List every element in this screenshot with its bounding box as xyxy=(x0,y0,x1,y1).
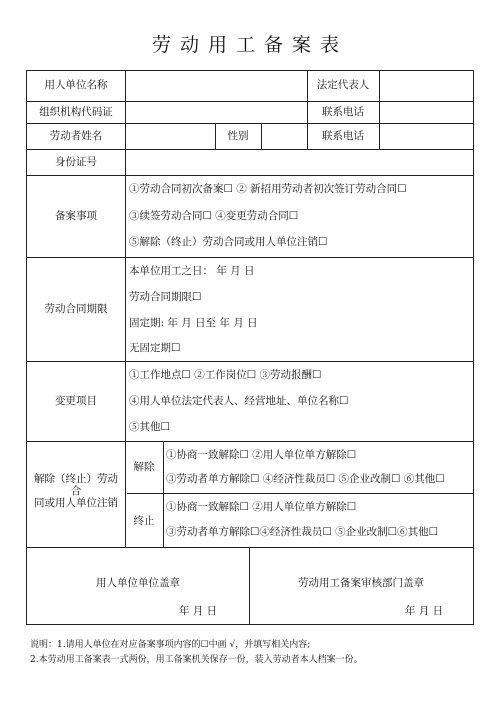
start-date-line[interactable]: 本单位用工之日： 年 月 日 xyxy=(129,265,255,277)
row-divider xyxy=(27,257,473,258)
legal-rep-field[interactable] xyxy=(381,75,471,97)
id-number-field[interactable] xyxy=(127,152,471,172)
dept-seal-date[interactable]: 年 月 日 xyxy=(405,605,444,617)
note-line: 2.本劳动用工备案表一式两份，用工备案机关保存一份，装入劳动者本人档案一份。 xyxy=(30,655,363,665)
column-divider xyxy=(163,441,164,547)
rescind-option-line[interactable]: ①协商一致解除☐ ②用人单位单方解除☐ xyxy=(166,449,357,461)
open-term-line[interactable]: 无固定期☐ xyxy=(129,342,181,354)
filing-option-line[interactable]: ③续签劳动合同☐ ④变更劳动合同☐ xyxy=(129,210,299,222)
row-divider xyxy=(27,175,473,176)
form-title: 劳动用工备案表 xyxy=(151,34,348,56)
rescind-option-line[interactable]: ③劳动者单方解除☐ ④经济性裁员☐ ⑤企业改制☐ ⑥其他☐ xyxy=(166,473,445,485)
phone-label: 联系电话 xyxy=(322,106,364,118)
gender-field[interactable] xyxy=(263,126,305,146)
fixed-term-line[interactable]: 固定期: 年 月 日至 年 月 日 xyxy=(129,317,258,329)
employer-name-field[interactable] xyxy=(127,75,305,97)
filing-option-line[interactable]: ①劳动合同初次备案☐ ② 新招用劳动者初次签订劳动合同☐ xyxy=(129,183,407,195)
column-divider xyxy=(125,71,126,547)
employer-name-label: 用人单位名称 xyxy=(44,79,108,91)
change-option-line[interactable]: ①工作地点☐ ②工作岗位☐ ③劳动报酬☐ xyxy=(129,369,322,381)
change-option-line[interactable]: ④用人单位法定代表人、经营地址、单位名称☐ xyxy=(129,395,349,407)
org-code-label: 组织机构代码证 xyxy=(39,106,113,118)
filing-form-table xyxy=(26,70,474,625)
employer-seal-date[interactable]: 年 月 日 xyxy=(179,605,218,617)
row-divider xyxy=(27,547,473,548)
phone-field[interactable] xyxy=(381,126,471,146)
termination-label: 解除（终止）劳动 xyxy=(34,473,118,485)
change-option-line[interactable]: ⑤其他☐ xyxy=(129,421,170,433)
phone-field[interactable] xyxy=(381,103,471,121)
org-code-field[interactable] xyxy=(127,103,305,121)
column-divider xyxy=(379,71,380,149)
id-number-label: 身份证号 xyxy=(55,156,97,168)
column-divider xyxy=(261,123,262,149)
termination-label: 同或用人单位注销 xyxy=(34,497,118,509)
filing-items-label: 备案事项 xyxy=(55,210,97,222)
termination-label: 合 xyxy=(70,485,82,497)
term-option-line[interactable]: 劳动合同期限☐ xyxy=(129,291,202,303)
gender-label: 性别 xyxy=(227,130,249,142)
employer-seal-label: 用人单位单位盖章 xyxy=(96,577,180,589)
row-divider xyxy=(27,441,473,442)
terminate-label: 终止 xyxy=(133,515,155,527)
row-divider xyxy=(127,493,473,494)
row-divider xyxy=(27,123,473,124)
rescind-label: 解除 xyxy=(133,461,155,473)
row-divider xyxy=(27,149,473,150)
legal-rep-label: 法定代表人 xyxy=(316,79,370,91)
terminate-option-line[interactable]: ③劳动者单方解除☐④经济性裁员☐ ⑤企业改制☐⑥其他☐ xyxy=(166,526,438,538)
worker-name-field[interactable] xyxy=(127,126,213,146)
contract-term-label: 劳动合同期限 xyxy=(44,303,108,315)
phone-label: 联系电话 xyxy=(322,130,364,142)
note-line: 说明：1.请用人单位在对应备案事项内容的☐中画 √，并填写相关内容; xyxy=(30,640,311,650)
worker-name-label: 劳动者姓名 xyxy=(49,130,103,142)
terminate-option-line[interactable]: ①协商一致解除☐ ②用人单位单方解除☐ xyxy=(166,501,357,513)
filing-option-line[interactable]: ⑤解除（终止）劳动合同或用人单位注销☐ xyxy=(129,236,328,248)
change-items-label: 变更项目 xyxy=(55,395,97,407)
row-divider xyxy=(27,101,473,102)
row-divider xyxy=(27,361,473,362)
dept-seal-label: 劳动用工备案审核部门盖章 xyxy=(298,577,424,589)
